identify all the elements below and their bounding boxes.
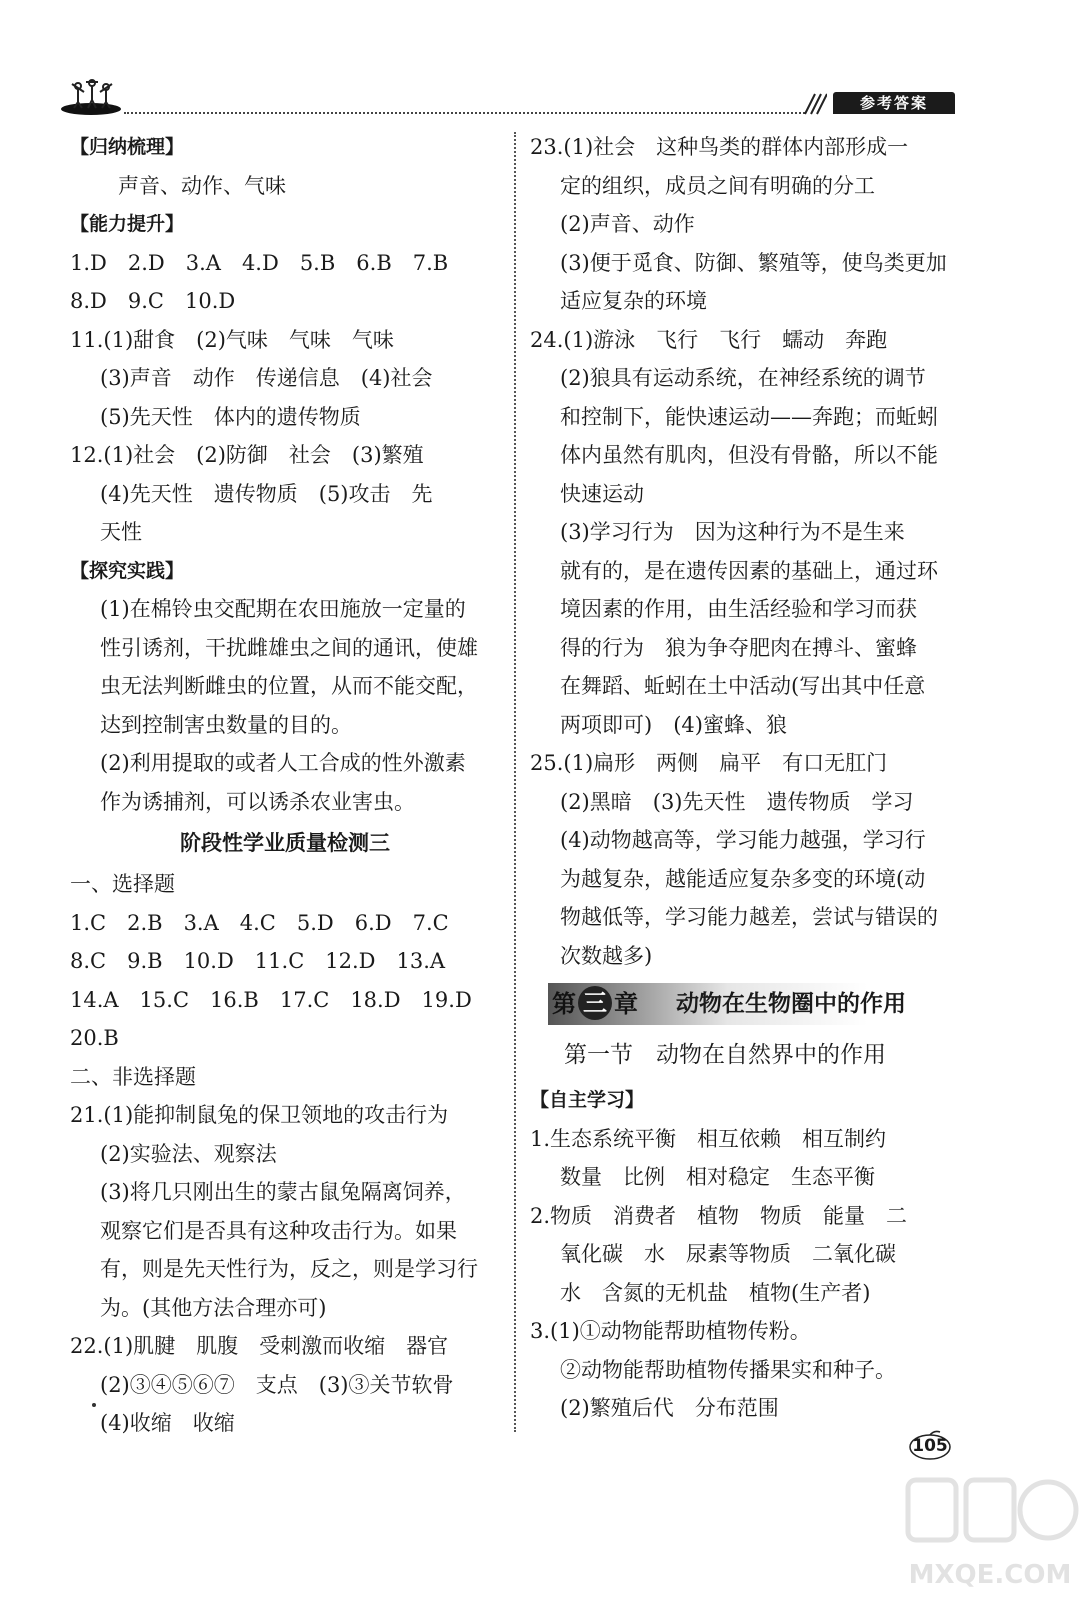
left-answer-line: (4)收缩 收缩 [100, 1411, 235, 1435]
chapter-title: 动物在生物圈中的作用 [676, 991, 906, 1017]
page-header [60, 78, 955, 118]
right-answer-line: 2.物质 消费者 植物 物质 能量 二 [530, 1203, 908, 1228]
right-answer-line: 23.(1)社会 这种鸟类的群体内部形成一 [530, 135, 909, 159]
left-answer-line: 14.A 15.C 16.B 17.C 18.D 19.D [70, 987, 472, 1012]
right-column-answers [530, 128, 960, 975]
right-answer-line: 体内虽然有肌肉，但没有骨骼，所以不能 [560, 443, 938, 467]
left-answer-line: 天性 [100, 520, 142, 544]
right-column [530, 128, 960, 1428]
left-answer-line: (2)实验法、观察法 [100, 1141, 277, 1166]
left-answer-line: 二、非选择题 [70, 1064, 196, 1089]
left-column [70, 128, 500, 1443]
right-answer-line: 境因素的作用，由生活经验和学习而获 [560, 597, 917, 621]
right-answer-line: 数量 比例 相对稳定 生态平衡 [560, 1165, 875, 1189]
left-answer-line: 1.C 2.B 3.A 4.C 5.D 6.D 7.C [70, 910, 449, 935]
right-answer-line: 次数越多) [560, 943, 653, 968]
left-answer-line: 性引诱剂，干扰雌雄虫之间的通讯，使雄 [100, 635, 478, 660]
right-answer-line: (3)便于觅食、防御、繁殖等，使鸟类更加 [560, 250, 947, 275]
right-answer-line: 水 含氮的无机盐 植物(生产者) [560, 1280, 871, 1305]
left-answer-line: (3)声音 动作 传递信息 (4)社会 [100, 366, 433, 390]
left-answer-line: (5)先天性 体内的遗传物质 [100, 404, 361, 429]
right-answer-line: 3.(1)①动物能帮助植物传粉。 [530, 1319, 811, 1343]
watermark-text: MXQE.COM [908, 1560, 1072, 1590]
left-answer-line: 8.D 9.C 10.D [70, 289, 236, 313]
left-answer-line: 虫无法判断雌虫的位置，从而不能交配， [100, 674, 478, 698]
right-answer-line: 适应复杂的环境 [560, 289, 707, 313]
right-answer-line: (3)学习行为 因为这种行为不是生来 [560, 520, 905, 544]
left-answer-line: (1)在棉铃虫交配期在农田施放一定量的 [100, 597, 466, 621]
right-answer-line: 为越复杂，越能适应复杂多变的环境(动 [560, 866, 926, 891]
left-answer-line: 22.(1)肌腱 肌腹 受刺激而收缩 器官 [70, 1334, 449, 1358]
chapter-banner [548, 983, 948, 1025]
page-number: 105 [912, 1436, 948, 1456]
left-answer-line: (4)先天性 遗传物质 (5)攻击 先 [100, 481, 433, 506]
left-answer-line: 观察它们是否具有这种攻击行为。如果 [100, 1218, 457, 1243]
right-answer-line: 和控制下，能快速运动——奔跑；而蚯蚓 [560, 404, 938, 429]
left-section-heading: 【能力提升】 [70, 213, 185, 235]
left-section-heading: 【归纳梳理】 [70, 136, 185, 158]
column-divider [514, 132, 516, 1432]
chapter-label: 第 三 章 [552, 983, 638, 1025]
right-answer-line: 物越低等，学习能力越差，尝试与错误的 [560, 905, 938, 929]
right-answer-line: 24.(1)游泳 飞行 飞行 蠕动 奔跑 [530, 327, 888, 352]
left-answer-line: (2)利用提取的或者人工合成的性外激素 [100, 751, 466, 775]
left-answer-line: 20.B [70, 1026, 119, 1050]
test-title: 阶段性学业质量检测三 [180, 831, 390, 855]
right-answer-line: (2)声音、动作 [560, 212, 695, 236]
page-number-badge [908, 1430, 952, 1460]
answer-stamp-icon [900, 1460, 1080, 1560]
left-section-heading: 【探究实践】 [70, 559, 185, 582]
right-section-heading: 【自主学习】 [530, 1089, 645, 1111]
right-answer-line: 氧化碳 水 尿素等物质 二氧化碳 [560, 1242, 896, 1266]
dancing-figures-logo-icon [60, 78, 122, 116]
header-dotted-rule [124, 112, 805, 114]
left-answer-line: 达到控制害虫数量的目的。 [100, 712, 352, 737]
left-answer-line: 21.(1)能抑制鼠兔的保卫领地的攻击行为 [70, 1103, 449, 1127]
right-answer-line: (4)动物越高等，学习能力越强，学习行 [560, 828, 926, 852]
right-answer-line: 就有的，是在遗传因素的基础上，通过环 [560, 558, 938, 583]
right-answer-line: (2)狼具有运动系统，在神经系统的调节 [560, 366, 926, 390]
left-answer-line: 12.(1)社会 (2)防御 社会 (3)繁殖 [70, 443, 424, 467]
left-answer-line: 一、选择题 [70, 872, 175, 896]
self-study-answers [530, 1081, 960, 1428]
answer-key-tag: 参考答案 [833, 92, 955, 114]
left-answer-line: 有，则是先天性行为，反之，则是学习行 [100, 1257, 478, 1281]
right-answer-line: 25.(1)扁形 两侧 扁平 有口无肛门 [530, 751, 888, 775]
right-answer-line: 定的组织，成员之间有明确的分工 [560, 173, 875, 198]
stray-dot [92, 1403, 96, 1407]
right-answer-line: 两项即可) (4)蜜蜂、狼 [560, 712, 787, 737]
left-answer-line: 11.(1)甜食 (2)气味 气味 气味 [70, 327, 394, 352]
right-answer-line: 得的行为 狼为争夺肥肉在搏斗、蜜蜂 [560, 635, 917, 660]
right-answer-line: (2)黑暗 (3)先天性 遗传物质 学习 [560, 789, 914, 814]
right-answer-line: 在舞蹈、蚯蚓在土中活动(写出其中任意 [560, 674, 926, 698]
right-answer-line: 1.生态系统平衡 相互依赖 相互制约 [530, 1126, 887, 1151]
left-answer-line: (3)将几只刚出生的蒙古鼠兔隔离饲养， [100, 1180, 466, 1204]
chapter-number: 三 [578, 986, 612, 1020]
left-answer-line: (2)③④⑤⑥⑦ 支点 (3)③关节软骨 [100, 1372, 454, 1397]
left-answer-line: 1.D 2.D 3.A 4.D 5.B 6.B 7.B [70, 250, 449, 275]
header-slash-decoration [801, 92, 827, 116]
left-answer-line: 为。(其他方法合理亦可) [100, 1295, 327, 1320]
section-title: 第一节 动物在自然界中的作用 [564, 1042, 886, 1068]
left-answer-line: 8.C 9.B 10.D 11.C 12.D 13.A [70, 949, 446, 973]
right-answer-line: ②动物能帮助植物传播果实和种子。 [560, 1357, 896, 1382]
left-answer-line: 声音、动作、气味 [118, 173, 286, 198]
left-answer-line: 作为诱捕剂，可以诱杀农业害虫。 [100, 789, 415, 814]
site-watermark [900, 1460, 1080, 1595]
right-answer-line: (2)繁殖后代 分布范围 [560, 1396, 779, 1420]
right-answer-line: 快速运动 [560, 481, 644, 506]
